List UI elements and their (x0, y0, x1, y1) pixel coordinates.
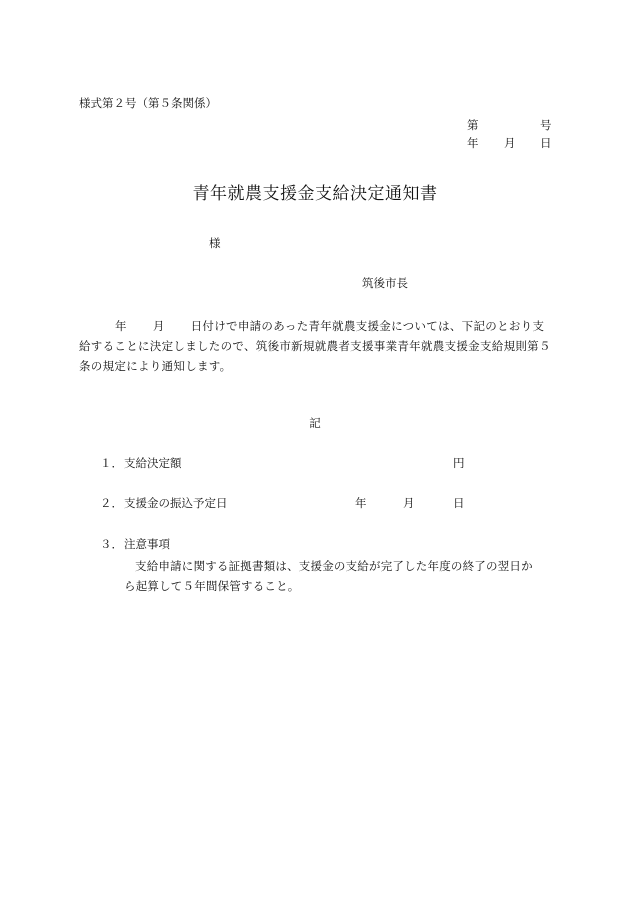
item2-number: ２． (100, 496, 123, 510)
issuer-name: 筑後市長 (362, 276, 408, 290)
item3-line1: 支給申請に関する証拠書類は、支援金の支給が完了した年度の終了の翌日か (135, 559, 533, 573)
body-text: 日付けで申請のあった青年就農支援金については、下記のとおり支給することに決定しましたので、筑後市新規就農者支援事業青年就農支援金支給規則第５条の規定により通知します。 (79, 319, 551, 373)
form-label: 様式第２号（第５条関係） (79, 96, 217, 110)
page-title: 青年就農支援金支給決定通知書 (192, 184, 438, 204)
item3-line2: ら起算して５年間保管すること。 (124, 579, 300, 593)
item2-day: 日 (453, 496, 465, 510)
body-year: 年 (115, 319, 127, 333)
body-month: 月 (152, 319, 165, 333)
item1-unit: 円 (453, 456, 465, 470)
doc-date-month: 月 (504, 136, 516, 150)
item3-number: ３． (100, 537, 123, 551)
doc-number-suffix: 号 (540, 118, 552, 132)
notice-body (79, 316, 554, 376)
item2-month: 月 (403, 496, 415, 510)
doc-date-day: 日 (540, 136, 552, 150)
doc-date-year: 年 (467, 136, 479, 150)
item1-number: １． (100, 456, 123, 470)
item1-label: 支給決定額 (124, 456, 182, 470)
doc-number-prefix: 第 (467, 118, 479, 132)
item3-label: 注意事項 (124, 537, 170, 551)
item2-year: 年 (355, 496, 367, 510)
ki-heading: 記 (309, 416, 321, 430)
addressee-suffix: 様 (209, 236, 221, 250)
item2-label: 支援金の振込予定日 (124, 496, 228, 510)
